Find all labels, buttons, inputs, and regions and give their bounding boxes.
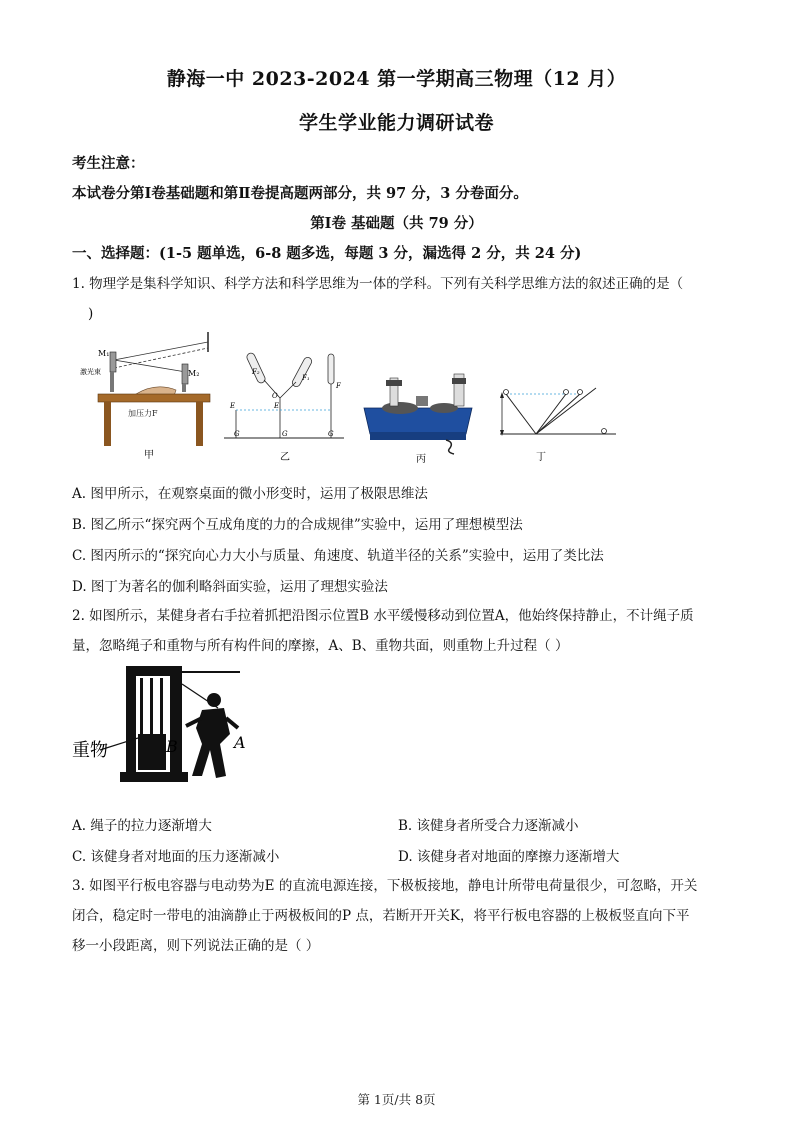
page-subtitle: 学生学业能力调研试卷 [298,112,494,134]
label-g1: G [234,430,240,438]
label-g2: G [282,430,288,438]
label-laser: 激光束 [80,368,101,376]
q1-figure-jia [76,330,216,460]
q1-stem-line2: ) [88,306,94,322]
caption-bing: 丙 [416,454,426,464]
label-f: F [336,382,341,390]
q2-figure-gym [70,664,270,786]
notice-text: 本试卷分第Ⅰ卷基础题和第Ⅱ卷提高题两部分，共 97 分，3 分卷面分。 [72,185,528,202]
q2-stem-line1: 2. 如图所示，某健身者右手拉着抓把沿图示位置B 水平缓慢移动到位置A，他始终保持静止，不计绳子质 [72,608,694,624]
q2-option-b[interactable]: B. 该健身者所受合力逐渐减小 [398,818,579,834]
caption-ding: 丁 [536,452,546,463]
q3-stem-line2: 闭合，稳定时一带电的油滴静止于两极板间的P 点，若断开开关K，将平行板电容器的上极板竖直向下平 [72,908,690,924]
caption-yi: 乙 [280,452,290,462]
part-heading: 一、选择题：(1-5 题单选，6-8 题多选，每题 3 分，漏选得 2 分，共 24 分) [72,245,582,262]
label-o: O [272,392,278,400]
q1-figure-bing [358,368,478,464]
label-e1: E [230,402,236,410]
label-m2: M₂ [188,369,200,378]
label-f1: F₁ [302,374,310,382]
q1-stem-line1: 1. 物理学是集科学知识、科学方法和科学思维为一体的学科。下列有关科学思维方法的叙述正确的是（ [72,276,684,292]
q1-option-b[interactable]: B. 图乙所示“探究两个互成角度的力的合成规律”实验中，运用了理想模型法 [72,517,523,533]
label-g3: G [328,430,334,438]
q3-stem-line1: 3. 如图平行板电容器与电动势为E 的直流电源连接，下极板接地，静电计所带电荷量很少，可忽略，开关 [72,878,698,894]
caption-jia: 甲 [144,450,154,460]
notice-label: 考生注意： [72,155,145,172]
q1-option-a[interactable]: A. 图甲所示，在观察桌面的微小形变时，运用了极限思维法 [72,486,428,502]
q2-option-a[interactable]: A. 绳子的拉力逐渐增大 [72,818,212,834]
label-a: A [234,733,246,752]
q1-option-d[interactable]: D. 图丁为著名的伽利略斜面实验，运用了理想实验法 [72,579,388,595]
page-title: 静海一中 2023-2024 第一学期高三物理（12 月） [166,68,627,90]
q2-option-c[interactable]: C. 该健身者对地面的压力逐渐减小 [72,849,280,865]
label-weight: 重物 [72,740,108,761]
q3-stem-line3: 移一小段距离，则下列说法正确的是（ ） [72,938,320,954]
label-f2: F₂ [252,368,260,376]
q1-figure-yi [224,350,344,462]
page-number: 第 1页/共 8页 [357,1092,436,1107]
section-heading: 第Ⅰ卷 基础题（共 79 分） [310,215,483,232]
q1-figure-ding [496,378,618,464]
label-b: B [166,737,178,756]
label-m1: M₁ [98,349,110,358]
label-press: 加压力F [128,409,158,418]
label-e2: E [274,402,280,410]
q2-option-d[interactable]: D. 该健身者对地面的摩擦力逐渐增大 [398,849,620,865]
q2-stem-line2: 量，忽略绳子和重物与所有构件间的摩擦，A、B、重物共面，则重物上升过程（ ） [72,638,569,654]
q1-option-c[interactable]: C. 图丙所示的“探究向心力大小与质量、角速度、轨道半径的关系”实验中，运用了类比法 [72,548,604,564]
